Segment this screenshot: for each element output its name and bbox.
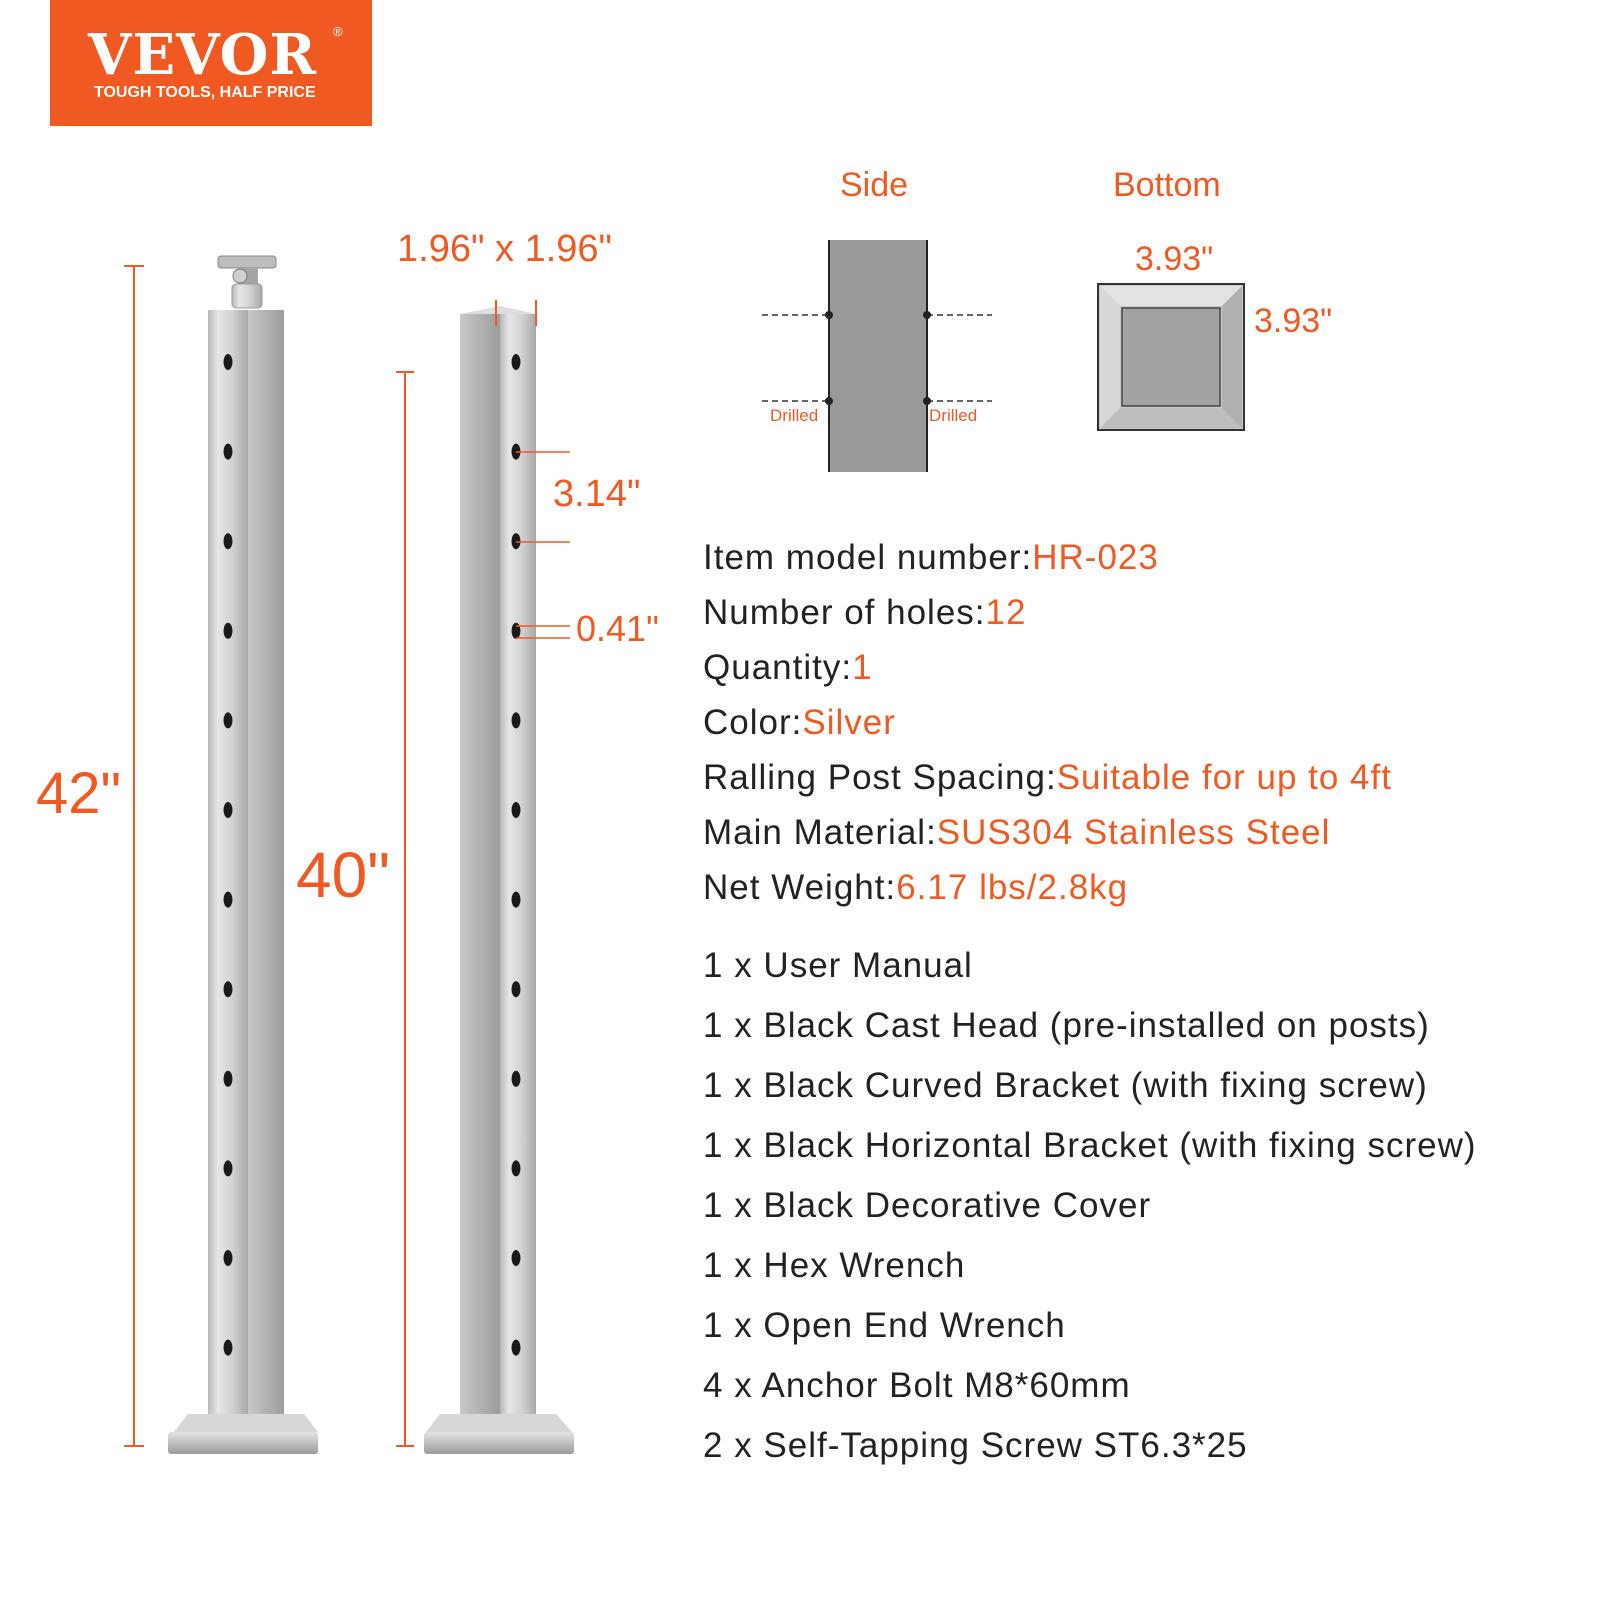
head-mount <box>232 284 262 308</box>
package-item: 1 x Open End Wrench <box>703 1306 1066 1345</box>
head-pivot <box>233 269 247 283</box>
spec-post-spacing: Ralling Post Spacing:Suitable for up to 4ft <box>703 758 1392 797</box>
post-left-face <box>460 314 500 1426</box>
base-plate <box>168 1432 318 1454</box>
logo-registered-mark: ® <box>333 24 343 39</box>
drilled-hole <box>512 802 521 818</box>
drill-point <box>923 397 931 405</box>
drilled-hole <box>512 1340 521 1356</box>
drilled-hole <box>224 1340 233 1356</box>
logo-tagline: TOUGH TOOLS, HALF PRICE <box>94 84 316 101</box>
post-height-label: 40" <box>296 839 390 911</box>
drilled-right-label: Drilled <box>929 406 978 425</box>
drilled-hole <box>224 444 233 460</box>
drill-point <box>825 311 833 319</box>
spec-quantity: Quantity:1 <box>703 648 873 687</box>
base-top <box>174 1414 318 1432</box>
drilled-hole <box>224 623 233 639</box>
drilled-hole <box>224 712 233 728</box>
post-height-dimension <box>396 372 414 1446</box>
drilled-hole <box>224 802 233 818</box>
drilled-hole <box>224 533 233 549</box>
spec-net-weight: Net Weight:6.17 lbs/2.8kg <box>703 868 1129 907</box>
package-item: 2 x Self-Tapping Screw ST6.3*25 <box>703 1426 1248 1465</box>
base-depth-label: 3.93" <box>1254 302 1333 340</box>
drilled-hole <box>224 354 233 370</box>
post-without-head <box>424 306 574 1454</box>
drilled-hole <box>512 712 521 728</box>
drilled-hole <box>512 533 521 549</box>
hole-spacing-label: 3.14" <box>553 473 641 515</box>
package-item: 1 x User Manual <box>703 946 973 985</box>
package-item: 1 x Black Curved Bracket (with fixing screw) <box>703 1066 1428 1105</box>
side-view-body <box>829 240 927 472</box>
drilled-hole <box>512 1160 521 1176</box>
drilled-hole <box>512 892 521 908</box>
post-section-label: 1.96" x 1.96" <box>397 228 613 270</box>
drilled-hole <box>224 1071 233 1087</box>
drilled-hole <box>224 981 233 997</box>
logo-wordmark: VEVOR <box>88 22 317 88</box>
head-plate <box>218 256 276 268</box>
spec-number-of-holes: Number of holes:12 <box>703 593 1027 632</box>
spec-color: Color:Silver <box>703 703 896 742</box>
package-item: 1 x Black Horizontal Bracket (with fixing screw) <box>703 1126 1477 1165</box>
base-top <box>426 1414 572 1432</box>
drilled-hole <box>224 1160 233 1176</box>
base-plate <box>424 1432 574 1454</box>
drilled-hole <box>512 623 521 639</box>
package-item: 1 x Black Cast Head (pre-installed on posts) <box>703 1006 1430 1045</box>
bottom-view <box>1098 284 1244 430</box>
package-item: 4 x Anchor Bolt M8*60mm <box>703 1366 1131 1405</box>
hole-size-label: 0.41" <box>576 608 659 649</box>
drill-point <box>923 311 931 319</box>
post-side-face <box>248 310 284 1426</box>
drilled-hole <box>512 1250 521 1266</box>
bottom-view-title: Bottom <box>1113 166 1221 204</box>
drill-point <box>825 397 833 405</box>
spec-main-material: Main Material:SUS304 Stainless Steel <box>703 813 1331 852</box>
drilled-hole <box>512 1071 521 1087</box>
package-item: 1 x Black Decorative Cover <box>703 1186 1152 1225</box>
overall-height-label: 42" <box>36 761 122 826</box>
drilled-left-label: Drilled <box>770 406 819 425</box>
drilled-hole <box>224 892 233 908</box>
side-view <box>762 240 992 472</box>
bottom-view-post-section <box>1122 308 1220 406</box>
overall-height-dimension <box>124 266 144 1446</box>
spec-model-number: Item model number:HR-023 <box>703 538 1159 577</box>
drilled-hole <box>224 1250 233 1266</box>
drilled-hole <box>512 981 521 997</box>
base-width-label: 3.93" <box>1135 240 1214 278</box>
drilled-hole <box>512 354 521 370</box>
package-item: 1 x Hex Wrench <box>703 1246 966 1285</box>
side-view-title: Side <box>840 166 909 204</box>
